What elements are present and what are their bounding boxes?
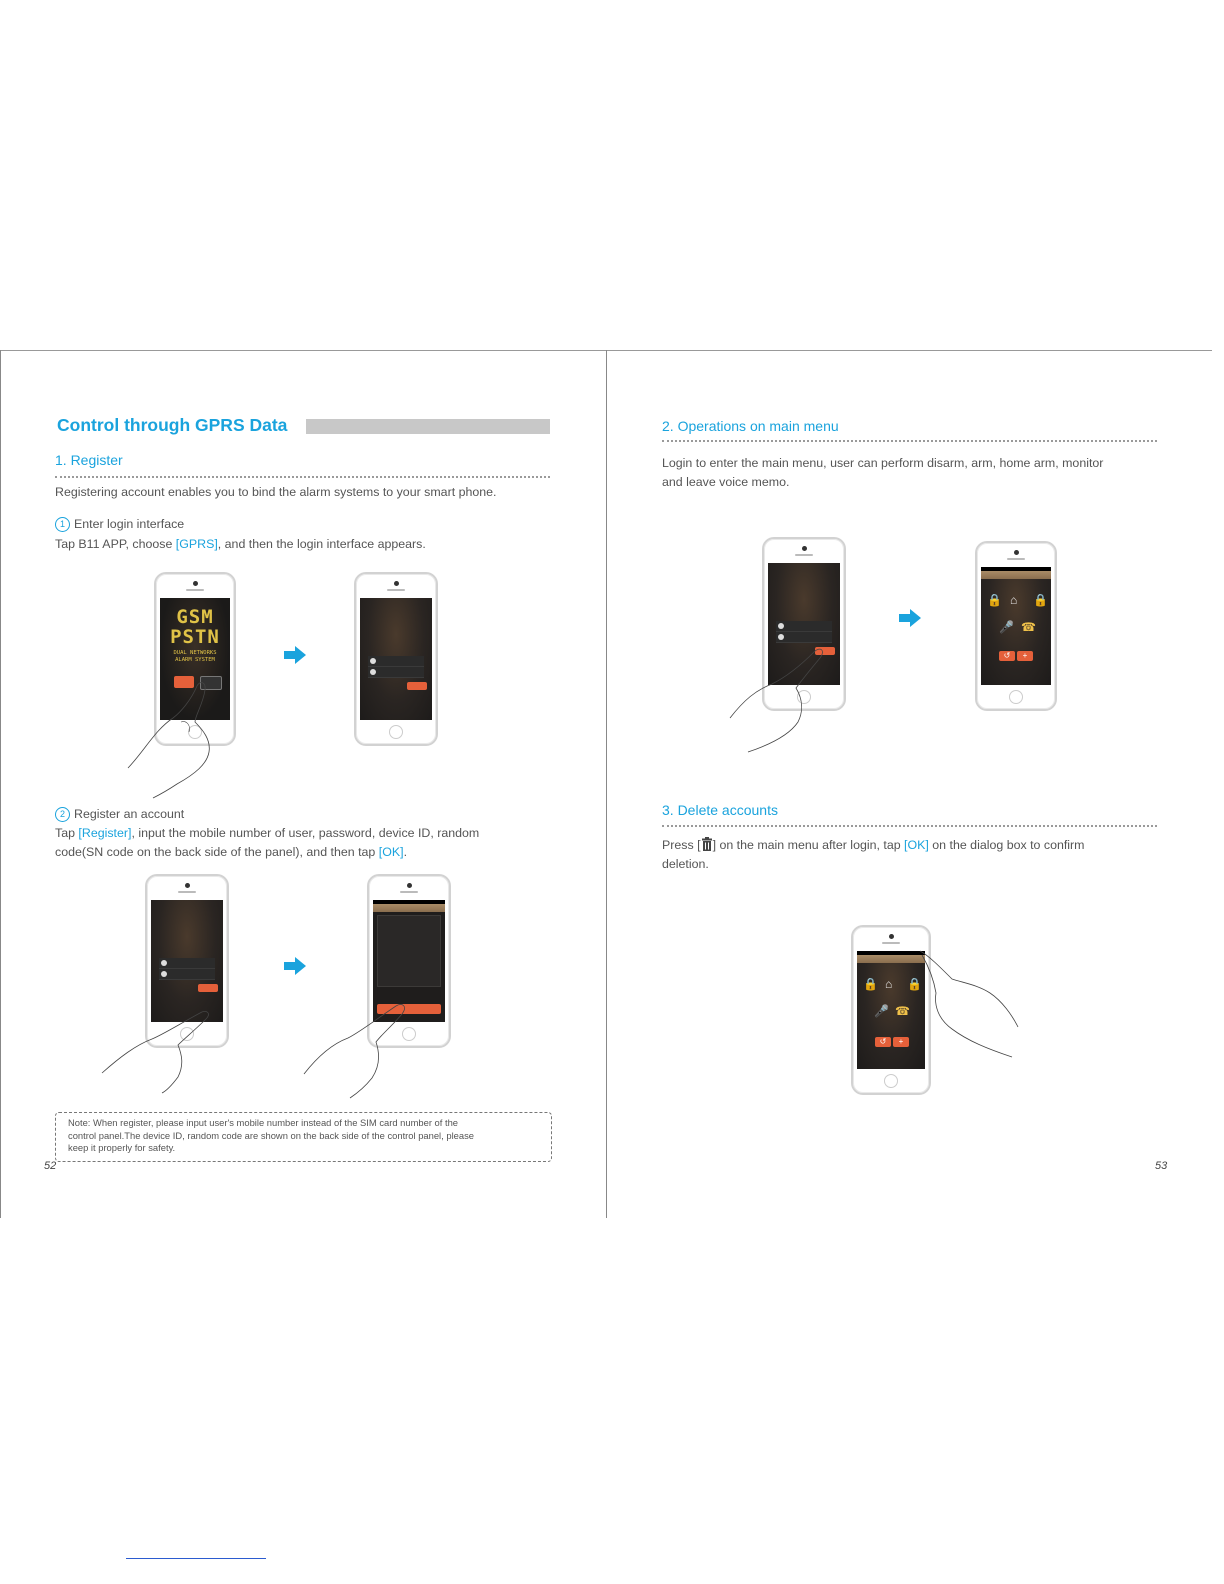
title-bar — [306, 419, 550, 434]
footer-underline — [126, 1558, 266, 1559]
hand-illustration — [918, 945, 1028, 1060]
register-intro: Registering account enables you to bind the alarm systems to your smart phone. — [55, 485, 497, 499]
phone-splash: GSM PSTN DUAL NETWORKS ALARM SYSTEM — [154, 572, 236, 746]
page-gutter — [606, 350, 607, 1218]
section-heading-operations: 2. Operations on main menu — [662, 418, 839, 434]
gsm-logo-text: GSM — [176, 606, 214, 628]
step2-line2: code(SN code on the back side of the panel), and then tap [OK]. — [55, 845, 408, 859]
operations-line1: Login to enter the main menu, user can perform disarm, arm, home arm, monitor — [662, 456, 1104, 470]
step-number: 2 — [55, 807, 70, 822]
page-left-border — [0, 350, 1, 1218]
arrow-right-icon — [284, 957, 306, 975]
phone-delete: 🔒 ⌂ 🔒 🎤 ☎ ↺ + — [851, 925, 931, 1095]
trash-icon — [701, 837, 713, 851]
section-heading-register: 1. Register — [55, 452, 123, 468]
step1-text: Tap B11 APP, choose [GPRS], and then the login interface appears. — [55, 537, 426, 551]
operations-line2: and leave voice memo. — [662, 475, 790, 489]
hand-illustration — [125, 660, 225, 800]
phone-main-menu: 🔒 ⌂ 🔒 🎤 ☎ ↺ + — [975, 541, 1057, 711]
divider — [55, 476, 550, 478]
divider — [662, 825, 1157, 827]
delete-line2: deletion. — [662, 857, 709, 871]
divider — [662, 440, 1157, 442]
hand-illustration — [300, 1000, 420, 1100]
step2-heading: 2 Register an account — [55, 805, 184, 824]
login-button[interactable] — [407, 682, 427, 690]
pstn-logo-text: PSTN — [170, 626, 220, 648]
page-title: Control through GPRS Data — [57, 415, 288, 435]
hand-illustration — [100, 1005, 220, 1095]
delete-line1: Press [ ] on the main menu after login, tap [OK] on the dialog box to confirm — [662, 838, 1085, 852]
step2-line1: Tap [Register], input the mobile number of user, password, device ID, random — [55, 826, 480, 840]
arrow-right-icon — [899, 609, 921, 627]
step-number: 1 — [55, 517, 70, 532]
phone-login — [354, 572, 438, 746]
step1-heading: 1 Enter login interface — [55, 515, 184, 534]
note-box: Note: When register, please input user's mobile number instead of the SIM card number of the control panel.The device ID, random code are shown on the back side of the control panel, please keep it properly for safety. — [55, 1112, 552, 1162]
page-number-left: 52 — [44, 1160, 57, 1172]
hand-illustration — [722, 640, 842, 755]
section-heading-delete: 3. Delete accounts — [662, 802, 778, 818]
arrow-right-icon — [284, 646, 306, 664]
page-number-right: 53 — [1155, 1160, 1168, 1172]
